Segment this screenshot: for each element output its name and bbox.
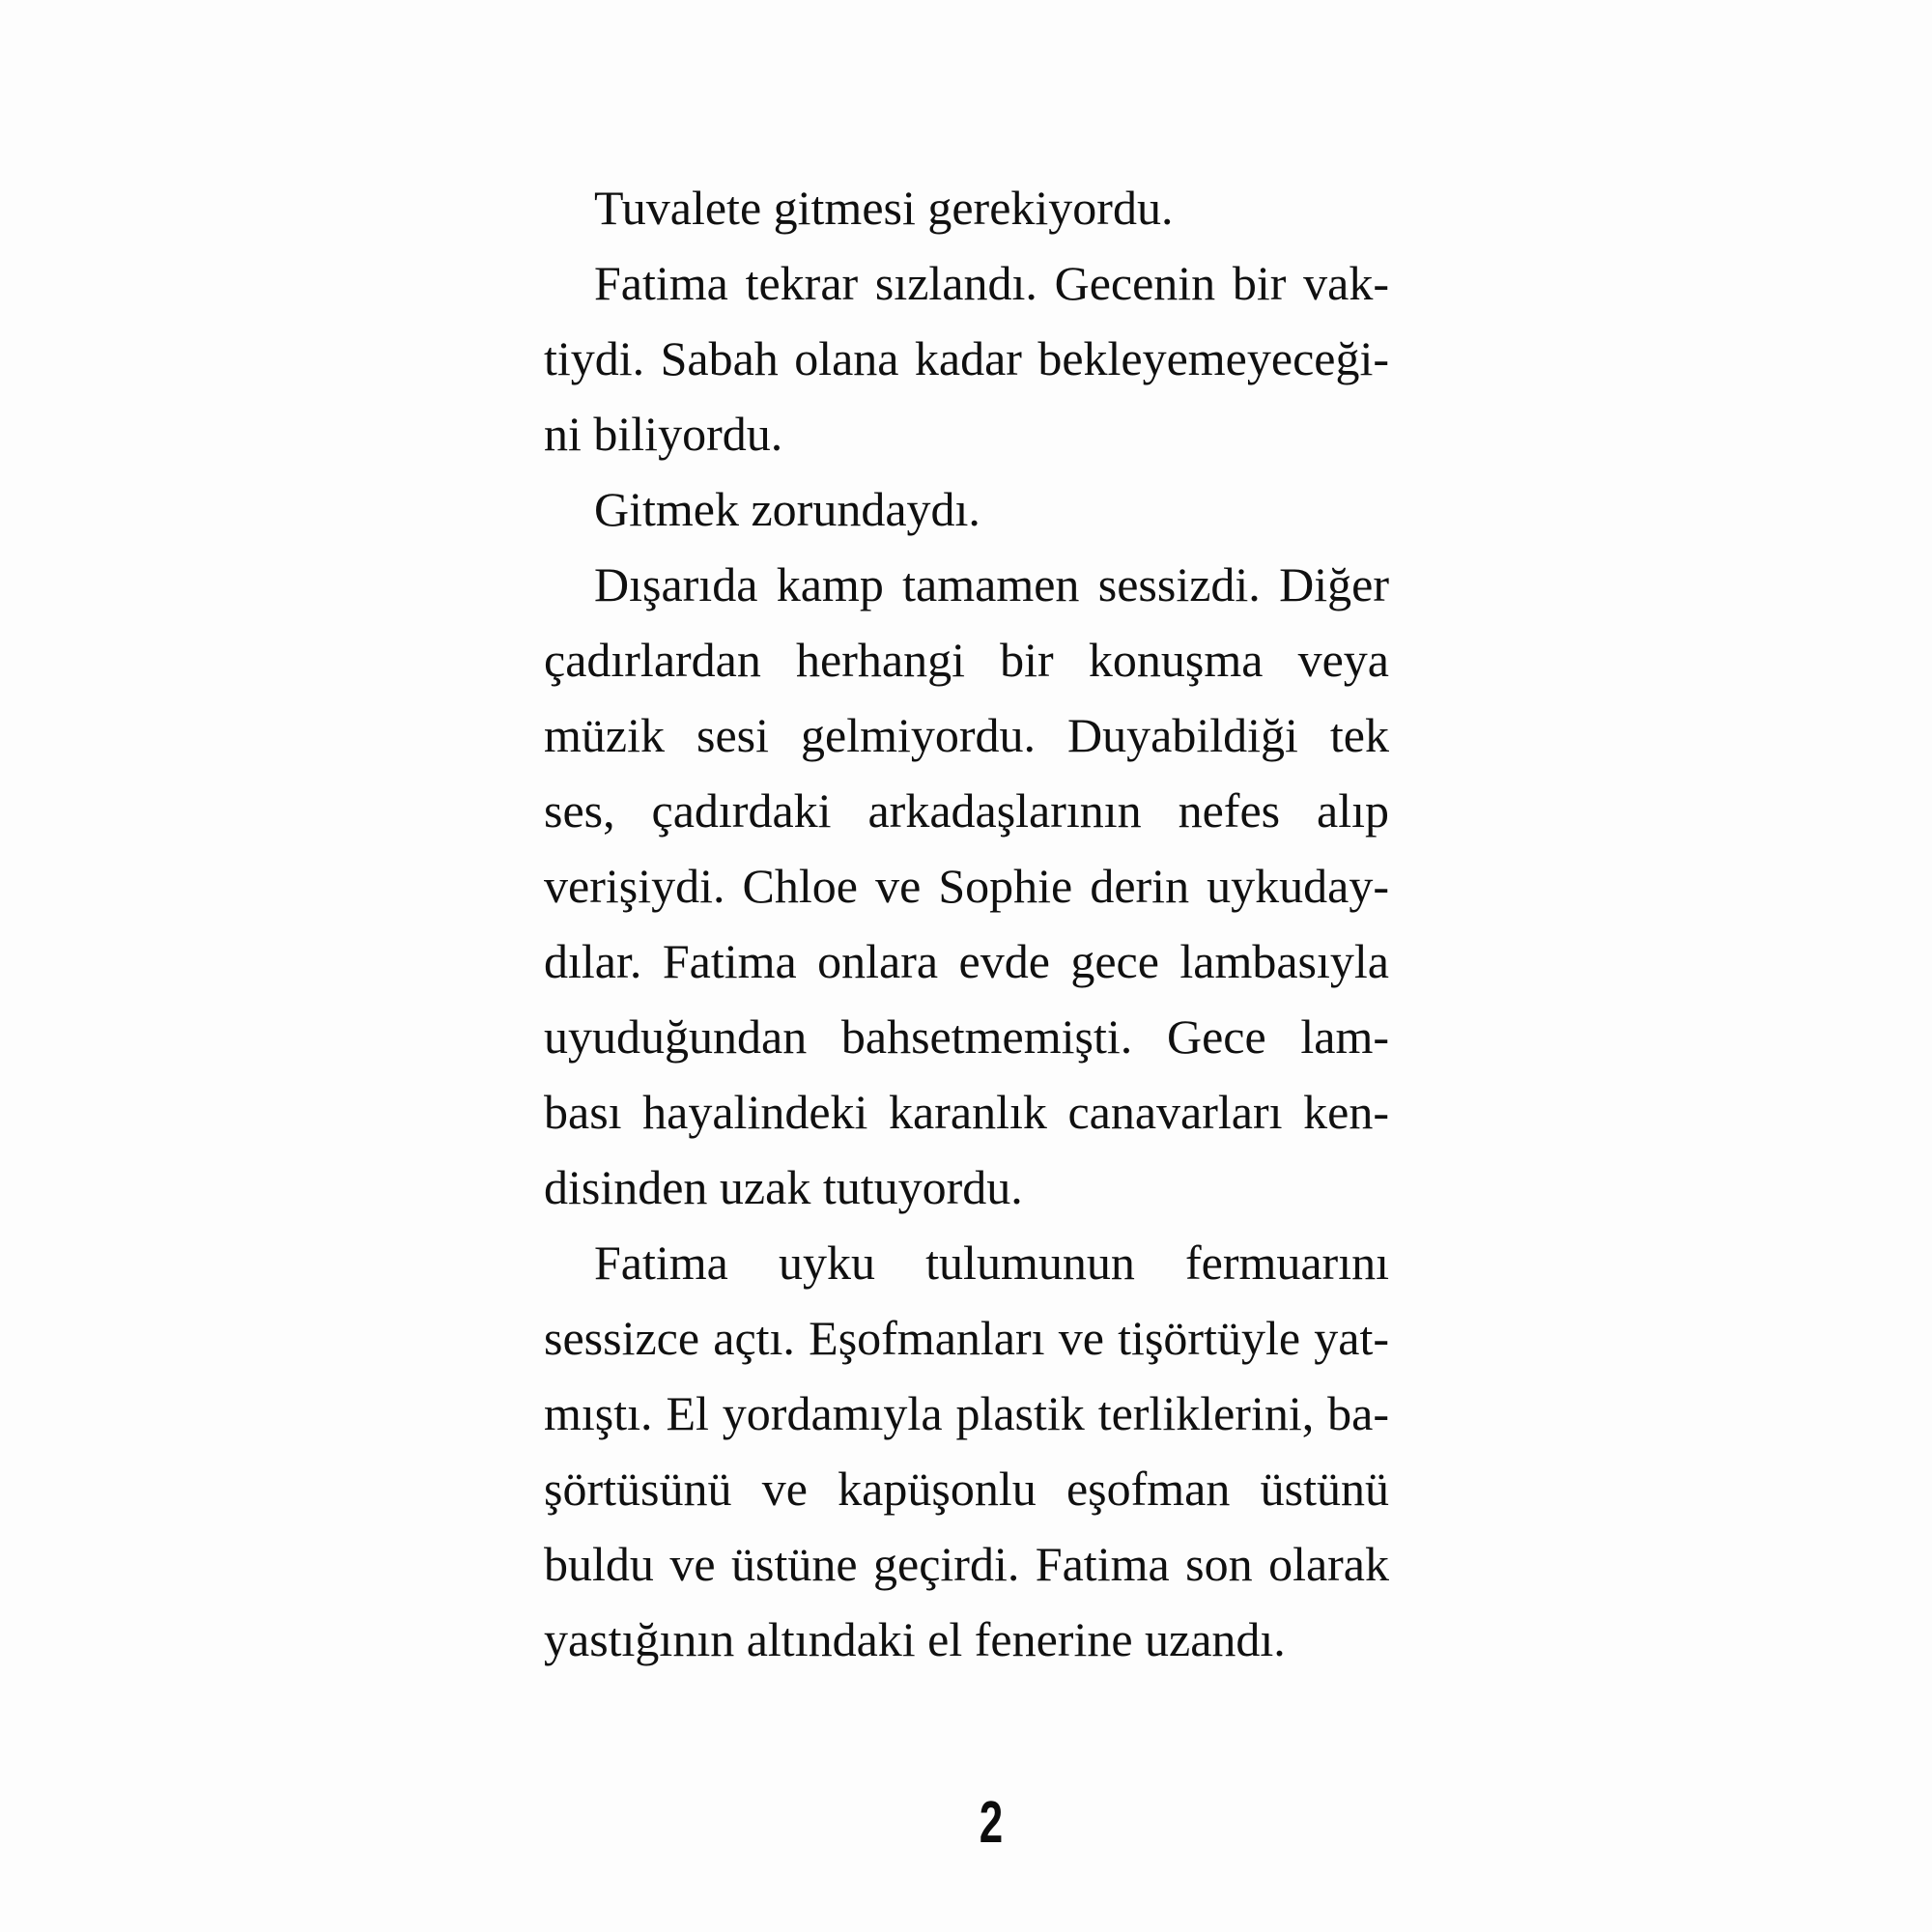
text-line: Dışarıda kamp tamamen sessizdi. Diğer	[594, 557, 1389, 611]
text-line: yastığının altındaki el fenerine uzandı.	[544, 1612, 1286, 1666]
body-text	[544, 170, 1389, 1677]
text-line: çadırlardan herhangi bir konuşma veya	[544, 633, 1389, 687]
text-line: verişiydi. Chloe ve Sophie derin uykuday-	[544, 859, 1389, 913]
text-line: ni biliyordu.	[544, 407, 783, 461]
text-line: buldu ve üstüne geçirdi. Fatima son olarak	[544, 1537, 1389, 1591]
text-line: Gitmek zorundaydı.	[594, 482, 980, 536]
text-line: uyuduğundan bahsetmemişti. Gece lam-	[544, 1009, 1389, 1064]
text-line: Fatima tekrar sızlandı. Gecenin bir vak-	[594, 256, 1389, 310]
text-line: ses, çadırdaki arkadaşlarının nefes alıp	[544, 783, 1389, 838]
text-line: disinden uzak tutuyordu.	[544, 1160, 1023, 1214]
text-line: tiydi. Sabah olana kadar bekleyemeyeceği-	[544, 331, 1389, 385]
text-line: dılar. Fatima onlara evde gece lambasıyla	[544, 934, 1389, 988]
text-line: Fatima uyku tulumunun fermuarını	[594, 1236, 1389, 1290]
page-number: 2	[979, 1789, 1004, 1855]
text-line: müzik sesi gelmiyordu. Duyabildiği tek	[544, 708, 1389, 762]
text-line: sessizce açtı. Eşofmanları ve tişörtüyle yat-	[544, 1311, 1389, 1365]
text-line: Tuvalete gitmesi gerekiyordu.	[594, 181, 1174, 235]
text-line: şörtüsünü ve kapüşonlu eşofman üstünü	[544, 1462, 1389, 1516]
text-line: mıştı. El yordamıyla plastik terliklerini, ba-	[544, 1386, 1389, 1440]
text-line: bası hayalindeki karanlık canavarları ken-	[544, 1085, 1389, 1139]
